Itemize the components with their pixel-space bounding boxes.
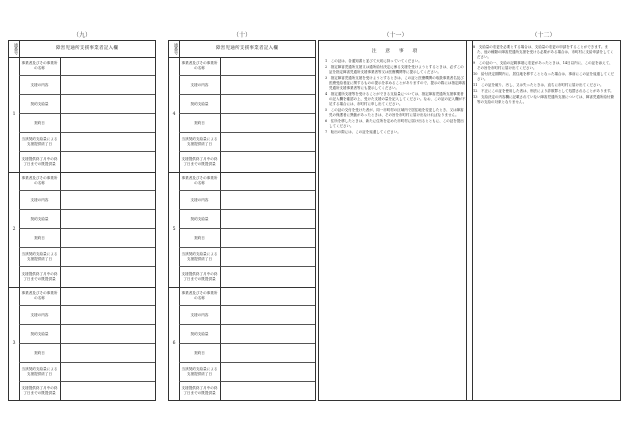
- label-end-period: 当該契約支給量による支援提供終了日: [19, 363, 61, 382]
- value-remaining[interactable]: [61, 152, 155, 172]
- value-business[interactable]: [61, 57, 155, 76]
- value-business[interactable]: [61, 287, 155, 306]
- label-amount: 契約支給量: [179, 325, 221, 344]
- value-business[interactable]: [61, 172, 155, 191]
- entry-block-1: [9, 57, 155, 173]
- label-business: 事業者及びその事業所の名称: [19, 57, 61, 76]
- value-end-period[interactable]: [61, 133, 155, 152]
- value-remaining[interactable]: [221, 152, 315, 172]
- label-amount: 契約支給量: [179, 210, 221, 229]
- value-business[interactable]: [221, 287, 315, 306]
- entry-number: 2: [9, 172, 20, 287]
- label-business: 事業者及びその事業所の名称: [19, 172, 61, 191]
- page-number: （十一）: [383, 32, 408, 39]
- label-remaining: 支援提供終了月中の終了日までの既提供量: [19, 267, 61, 287]
- label-end-period: 当該契約支給量による支援提供終了日: [19, 248, 61, 267]
- table-title: 障害児通所支援事業者記入欄: [215, 46, 279, 51]
- entry-number: 1: [9, 57, 20, 172]
- label-service: 支援の内容: [19, 306, 61, 325]
- value-contract-date[interactable]: [61, 229, 155, 248]
- entry-block-6: [169, 287, 315, 400]
- value-remaining[interactable]: [221, 382, 315, 400]
- note-item: 4 指定通所支援等を受けることができる支給量については、指定障害児通所支援事業者の記入欄を確認の上、受けた支援の量を記入してください。なお、この証の記入欄が不足する場合には、市町村に申し出てください。: [325, 92, 466, 106]
- label-end-period: 当該契約支給量による支援提供終了日: [179, 363, 221, 382]
- value-business[interactable]: [221, 172, 315, 191]
- label-contract-date: 契約日: [179, 114, 221, 133]
- value-contract-date[interactable]: [221, 114, 315, 133]
- label-service: 支援の内容: [179, 306, 221, 325]
- value-remaining[interactable]: [61, 382, 155, 400]
- label-remaining: 支援提供終了月中の終了日までの既提供量: [19, 152, 61, 172]
- label-end-period: 当該契約支給量による支援提供終了日: [179, 133, 221, 152]
- value-contract-date[interactable]: [221, 229, 315, 248]
- value-amount[interactable]: [61, 95, 155, 114]
- label-end-period: 当該契約支給量による支援提供終了日: [179, 248, 221, 267]
- provider-entry-table: [8, 40, 156, 401]
- note-item: 12 不正にこの証を使用した者は、刑法により詐欺罪として処罰されることがあります。: [473, 89, 614, 93]
- note-item: 7 転出の際には、この証を返還してください。: [325, 130, 401, 134]
- entry-block-4: [169, 57, 315, 173]
- notes-panel: [318, 40, 473, 401]
- note-item: 13 支給決定の内容欄に記載されていない障害児通所支援については、障害児通所給付費等の支給の対象となりません。: [473, 95, 614, 104]
- notes-page-11: [318, 0, 473, 440]
- value-service[interactable]: [61, 191, 155, 210]
- provider-entry-table: [168, 40, 316, 401]
- note-item: 1 この証は、各通知書と並びて大切に持っていてください。: [325, 59, 422, 63]
- note-item: 5 この証の交付を受けた者が、同一市町村の区域内で居住地を変更したとき、又は障害児の保護者に異動があったときは、その旨を市町村に届け出なければなりません。: [325, 108, 464, 117]
- label-business: 事業者及びその事業所の名称: [179, 287, 221, 306]
- label-contract-date: 契約日: [19, 229, 61, 248]
- entry-block-5: [169, 172, 315, 288]
- entry-block-2: [9, 172, 155, 288]
- page-number: （九）: [72, 32, 91, 39]
- value-service[interactable]: [221, 76, 315, 95]
- value-end-period[interactable]: [61, 363, 155, 382]
- note-item: 6 住所を移したときは、新たに住所を定めた市町村に届け出るとともに、この証を提出してください。: [325, 119, 464, 128]
- serial-number-header: 通番号: [9, 41, 20, 57]
- value-remaining[interactable]: [61, 267, 155, 287]
- notes-title: 注 意 事 項: [371, 49, 420, 54]
- entry-number: 4: [169, 57, 180, 172]
- notes-panel: [466, 40, 621, 401]
- value-end-period[interactable]: [221, 133, 315, 152]
- value-amount[interactable]: [221, 210, 315, 229]
- page-number: （十二）: [531, 32, 556, 39]
- label-remaining: 支援提供終了月中の終了日までの既提供量: [179, 152, 221, 172]
- entry-number: 5: [169, 172, 180, 287]
- note-item: 2 指定障害児通所支援又は通所給付決定に係る支援を受けようとするときは、必ずこの証を指定障害児通所支援事業者等又は医療機関等に提示してください。: [325, 65, 464, 74]
- label-remaining: 支援提供終了月中の終了日までの既提供量: [19, 382, 61, 400]
- label-service: 支援の内容: [19, 76, 61, 95]
- note-item: 11 この証を破り、汚し、又は失ったときは、直ちに市町村に届け出てください。: [473, 83, 604, 87]
- label-contract-date: 契約日: [179, 229, 221, 248]
- value-amount[interactable]: [221, 325, 315, 344]
- table-title: 障害児通所支援事業者記入欄: [55, 46, 119, 51]
- value-service[interactable]: [61, 306, 155, 325]
- label-contract-date: 契約日: [179, 344, 221, 363]
- note-item: 8 支給量の変更を必要とする場合は、支給量の変更の申請をすることができます。また、他の種類の障害児通所支援を受ける必要がある場合は、市町村に支給申請をしてください。: [473, 45, 614, 59]
- label-end-period: 当該契約支給量による支援提供終了日: [19, 133, 61, 152]
- value-amount[interactable]: [221, 95, 315, 114]
- label-amount: 契約支給量: [179, 95, 221, 114]
- page-number: （十）: [232, 32, 251, 39]
- value-business[interactable]: [221, 57, 315, 76]
- value-service[interactable]: [221, 191, 315, 210]
- form-page-9: [8, 0, 156, 440]
- label-contract-date: 契約日: [19, 344, 61, 363]
- value-amount[interactable]: [61, 325, 155, 344]
- value-contract-date[interactable]: [61, 114, 155, 133]
- note-item: 9 この証の一、支給の記載事項に変更があったときは、14日以内に、この証を添えて、その旨を市町村に届け出てください。: [473, 61, 613, 70]
- label-business: 事業者及びその事業所の名称: [19, 287, 61, 306]
- label-amount: 契約支給量: [19, 95, 61, 114]
- label-service: 支援の内容: [179, 76, 221, 95]
- notes-page-12: [466, 0, 621, 440]
- note-item: 10 給付決定期間内に、居住地を移すこととなった場合は、事前にこの証を返還してください。: [473, 72, 614, 81]
- value-end-period[interactable]: [61, 248, 155, 267]
- note-item: 3 指定障害児通所支援を受けようとするときは、この証と医療機関の取扱事業者名及び医療受給者証に関するものの提示を求めることがありますので、提示の際には指定障害児通所支援事業者等にも提示してください。: [325, 76, 466, 90]
- label-contract-date: 契約日: [19, 114, 61, 133]
- table-header: [169, 41, 315, 58]
- entry-block-3: [9, 287, 155, 400]
- value-contract-date[interactable]: [221, 344, 315, 363]
- value-amount[interactable]: [61, 210, 155, 229]
- label-business: 事業者及びその事業所の名称: [179, 57, 221, 76]
- serial-number-header: 通番号: [169, 41, 180, 57]
- value-service[interactable]: [221, 306, 315, 325]
- table-header: [9, 41, 155, 58]
- label-service: 支援の内容: [179, 191, 221, 210]
- label-business: 事業者及びその事業所の名称: [179, 172, 221, 191]
- value-end-period[interactable]: [221, 248, 315, 267]
- label-remaining: 支援提供終了月中の終了日までの既提供量: [179, 267, 221, 287]
- label-remaining: 支援提供終了月中の終了日までの既提供量: [179, 382, 221, 400]
- value-end-period[interactable]: [221, 363, 315, 382]
- value-remaining[interactable]: [221, 267, 315, 287]
- form-page-10: [168, 0, 316, 440]
- label-amount: 契約支給量: [19, 325, 61, 344]
- value-service[interactable]: [61, 76, 155, 95]
- label-amount: 契約支給量: [19, 210, 61, 229]
- label-service: 支援の内容: [19, 191, 61, 210]
- entry-number: 6: [169, 287, 180, 400]
- entry-number: 3: [9, 287, 20, 400]
- value-contract-date[interactable]: [61, 344, 155, 363]
